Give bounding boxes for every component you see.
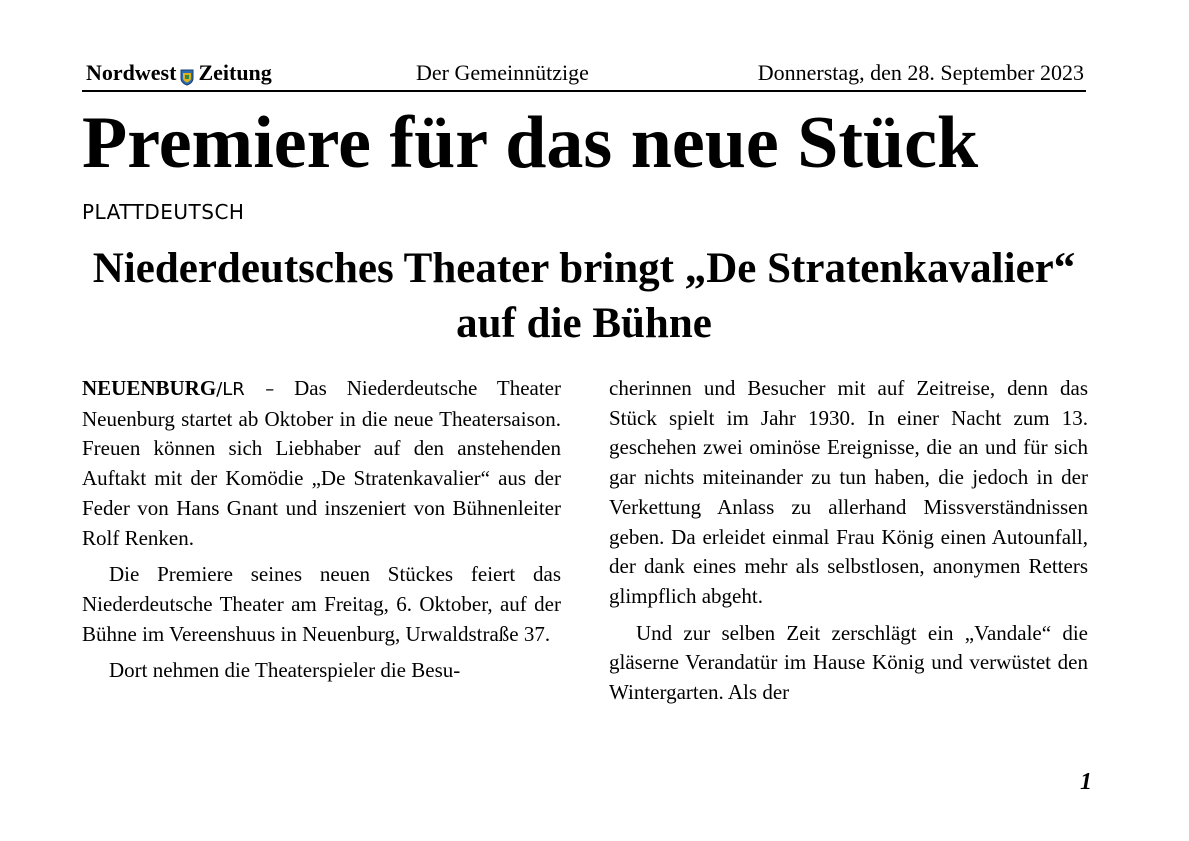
article-column-right [609,374,1088,715]
paragraph: cherinnen und Besucher mit auf Zeitreise, denn das Stück spielt im Jahr 1930. In einer Nacht zum 13. geschehen zwei ominöse Ereignisse, die an und für sich gar nichts miteinander zu tun haben, die jedoch in der Verkettung Anlass zu allerhand Missverständnissen geben. Da erleidet einmal Frau König einen Autounfall, der dank eines mehr als selbstlosen, anonymen Retters glimpflich abgeht. [609,376,1088,608]
headline: Premiere für das neue Stück [82,102,979,184]
paragraph: Die Premiere seines neuen Stückes feiert das Niederdeutsche Theater am Freitag, 6. Oktober, auf der Bühne im Vereenshuus in Neuenburg, Urwaldstraße 37. [82,562,561,646]
paragraph: Dort nehmen die Theaterspieler die Besu- [109,658,461,683]
paragraph: Und zur selben Zeit zerschlägt ein „Vandale“ die gläserne Verandatür im Hause König und verwüstet den Wintergarten. Als der [609,620,1088,705]
masthead [82,58,1086,92]
paragraph [82,374,561,553]
issue-date: Donnerstag, den 28. September 2023 [757,60,1084,85]
dateline-place: NEUENBURG [82,376,217,400]
logo-text-right: Zeitung [198,60,272,85]
page-number: 1 [1080,769,1092,795]
article-column-left [82,374,561,693]
logo-text-left: Nordwest [86,60,177,85]
paragraph-text: Das Niederdeutsche Theater Neuenburg startet ab Oktober in die neue Theatersaison. Freuen können sich Liebhaber auf den anstehenden Auftakt mit der Komödie „De Stratenkavalier“ aus der Feder von Hans Gnant und inszeniert von Bühnenleiter Rolf Renken. [82,376,562,550]
newspaper-logo [86,60,272,86]
coat-of-arms-icon [180,66,194,83]
subheadline: Niederdeutsches Theater bringt „De Stratenkavalier“ auf die Bühne [92,245,1076,347]
dateline-agency: /LR – [216,379,275,400]
section-name: Der Gemeinnützige [416,60,589,85]
kicker: PLATTDEUTSCH [82,200,245,224]
newspaper-page [82,0,1092,841]
